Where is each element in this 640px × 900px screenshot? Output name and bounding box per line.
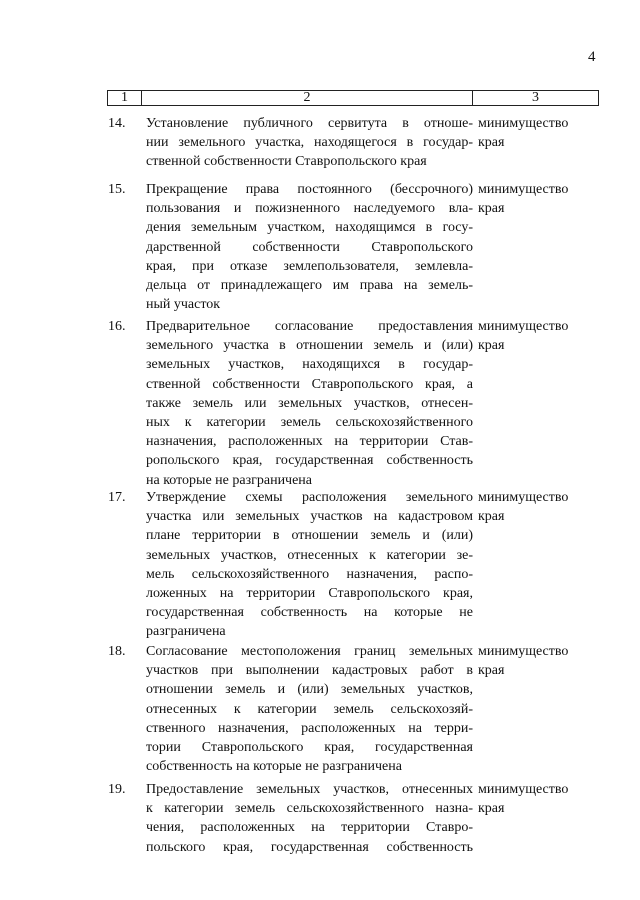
row-description (146, 642, 473, 776)
row-description (146, 780, 473, 857)
text-line: участков при выполнении кадастровых работ в (146, 663, 473, 679)
text-line: мель сельскохозяйственного назначения, распо- (146, 566, 473, 582)
text-line: ных к категории земель сельскохозяйственного (146, 415, 473, 431)
responsible-line: края (478, 663, 505, 679)
row-responsible (478, 488, 600, 526)
responsible-line: минимущество (478, 116, 569, 131)
text-line: ный участок (146, 297, 221, 313)
row-responsible (478, 180, 600, 218)
responsible-line: минимущество (478, 644, 569, 659)
row-description (146, 317, 473, 490)
text-line: польского края, государственная собственность (146, 839, 473, 855)
page-number: 4 (588, 49, 596, 65)
text-line: к категории земель сельскохозяйственного назна- (146, 801, 473, 817)
responsible-line: минимущество (478, 182, 569, 197)
row-description (146, 114, 473, 172)
row-responsible (478, 317, 600, 355)
row-number: 15. (108, 182, 126, 197)
text-line: чения, расположенных на территории Ставро- (146, 820, 473, 836)
text-line: участка или земельных участков на кадастровом (146, 509, 473, 525)
text-line: земельного участка в отношении земель и (или) (146, 338, 473, 354)
row-description (146, 488, 473, 642)
row-number: 19. (108, 782, 126, 797)
responsible-line: края (478, 135, 505, 151)
row-responsible (478, 780, 600, 818)
text-line: отнесенных к категории земель сельскохозяй- (146, 701, 473, 717)
responsible-line: минимущество (478, 490, 569, 505)
row-number: 16. (108, 319, 126, 334)
text-line: земельных участков, находящихся в государ- (146, 357, 473, 373)
text-line: ственной собственности Ставропольского края (146, 154, 427, 170)
text-line: плане территории в отношении земель и (или) (146, 528, 473, 544)
text-line: дения земельным участком, находящимся в госу- (146, 220, 473, 236)
responsible-line: края (478, 338, 505, 354)
text-line: Установление публичного сервитута в отноше- (146, 116, 473, 131)
text-line: ропольского края, государственная собственность (146, 453, 473, 469)
text-line: пользования и пожизненного наследуемого вла- (146, 201, 473, 217)
text-line: ственной собственности Ставропольского края, а (146, 376, 473, 392)
responsible-line: края (478, 801, 505, 817)
text-line: тории Ставропольского края, государственная (146, 740, 473, 756)
text-line: дарственной собственности Ставропольского (146, 239, 473, 255)
text-line: разграничена (146, 624, 226, 640)
text-line: Предварительное согласование предоставления (146, 319, 473, 334)
text-line: также земель или земельных участков, отнесен- (146, 395, 473, 411)
text-line: земельных участков, отнесенных к категории зе- (146, 547, 473, 563)
text-line: Согласование местоположения границ земельных (146, 644, 473, 659)
table-header (107, 90, 599, 106)
text-line: ственного назначения, расположенных на терри- (146, 720, 473, 736)
column-header-2: 2 (142, 91, 473, 105)
row-number: 17. (108, 490, 126, 505)
row-description (146, 180, 473, 314)
responsible-line: края (478, 509, 505, 525)
row-number: 14. (108, 116, 126, 131)
responsible-line: минимущество (478, 782, 569, 797)
text-line: Утверждение схемы расположения земельного (146, 490, 473, 505)
text-line: ложенных на территории Ставропольского края, (146, 586, 473, 602)
text-line: государственная собственность на которые не (146, 605, 473, 621)
text-line: отношении земель и (или) земельных участков, (146, 682, 473, 698)
row-responsible (478, 642, 600, 680)
column-header-3: 3 (532, 90, 539, 105)
text-line: назначения, расположенных на территории Став- (146, 434, 473, 450)
responsible-line: минимущество (478, 319, 569, 334)
responsible-line: края (478, 201, 505, 217)
row-number: 18. (108, 644, 126, 659)
text-line: дельца от принадлежащего им права на земель- (146, 278, 473, 294)
column-header-1: 1 (108, 91, 142, 105)
text-line: края, при отказе землепользователя, землевла- (146, 258, 473, 274)
row-responsible (478, 114, 600, 152)
text-line: Предоставление земельных участков, отнесенных (146, 782, 473, 797)
text-line: собственность на которые не разграничена (146, 759, 402, 775)
text-line: Прекращение права постоянного (бессрочного) (146, 182, 473, 197)
text-line: на которые не разграничена (146, 472, 313, 488)
text-line: нии земельного участка, находящегося в государ- (146, 135, 473, 151)
